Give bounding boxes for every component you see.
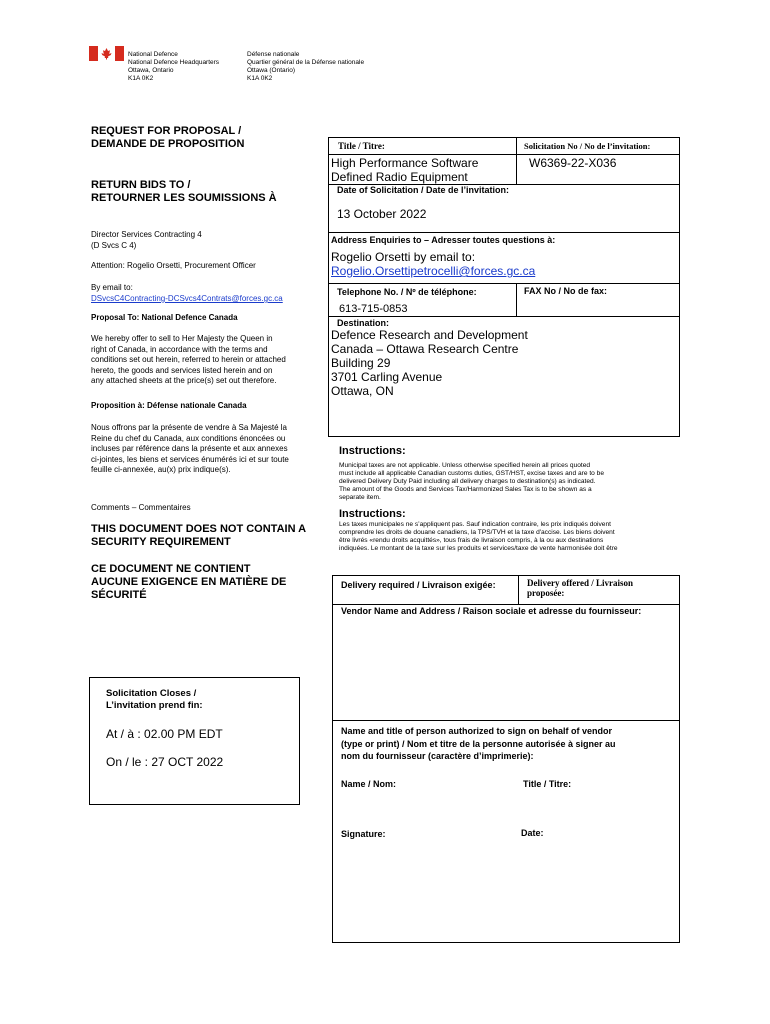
phone-label: Telephone No. / Nº de téléphone: bbox=[337, 287, 477, 297]
authorized-signer-label: Name and title of person authorized to sign on behalf of vendor (type or print) / Nom et titre de la personne autorisée à signer au nom du fournisseur (caractère d’imprimerie): bbox=[341, 726, 616, 761]
delivery-required-label: Delivery required / Livraison exigée: bbox=[341, 580, 496, 590]
canada-flag-icon bbox=[89, 46, 124, 61]
date-value: 13 October 2022 bbox=[337, 207, 427, 221]
destination-label: Destination: bbox=[337, 318, 390, 328]
name-field[interactable]: Name / Nom: bbox=[341, 779, 397, 789]
vendor-name-label[interactable]: Vendor Name and Address / Raison sociale et adresse du fournisseur: bbox=[341, 606, 642, 616]
solicitation-no-label: Solicitation No / No de l’invitation: bbox=[524, 141, 651, 151]
enquiries-email-link[interactable]: Rogelio.Orsettipetrocelli@forces.gc.ca bbox=[331, 264, 536, 278]
instructions-en-heading: Instructions: bbox=[339, 445, 406, 457]
proposal-to: Proposal To: National Defence Canada bbox=[91, 313, 238, 322]
proposition-text: Nous offrons par la présente de vendre à Sa Majesté la Reine du chef du Canada, aux conditions énoncées ou incluses par référence dans la présente et aux annexes ci-jointes, les biens et services énumérés ici et sur toute feuille ci-annexée, au(x) prix indique(s). bbox=[91, 423, 289, 474]
proposal-text: We hereby offer to sell to Her Majesty the Queen in right of Canada, in accordance with the terms and conditions set out herein, referred to herein or attached hereto, the goods and services listed herein and on any attached sheets at the price(s) set out therefore. bbox=[91, 334, 286, 385]
solicitation-closes-box bbox=[89, 677, 300, 805]
solicitation-form bbox=[328, 137, 680, 437]
title-value: High Performance Software Defined Radio Equipment bbox=[331, 156, 479, 184]
return-bids-heading: RETURN BIDS TO / RETOURNER LES SOUMISSIONS À bbox=[91, 179, 277, 204]
fax-label: FAX No / No de fax: bbox=[524, 286, 608, 296]
date-field[interactable]: Date: bbox=[521, 828, 544, 838]
security-en: THIS DOCUMENT DOES NOT CONTAIN A SECURITY REQUIREMENT bbox=[91, 523, 307, 548]
bid-email-link[interactable]: DSvcsC4Contracting-DCSvcs4Contrats@forces.gc.ca bbox=[91, 294, 283, 303]
solicitation-closes-label: Solicitation Closes / L’invitation prend fin: bbox=[106, 688, 203, 711]
phone-value: 613-715-0853 bbox=[339, 303, 408, 315]
date-label: Date of Solicitation / Date de l’invitation: bbox=[337, 185, 510, 195]
header-en: National Defence National Defence Headquarters Ottawa, Ontario K1A 0K2 bbox=[128, 51, 220, 82]
vendor-box bbox=[332, 575, 680, 943]
destination-address: Defence Research and Development Canada – Ottawa Research Centre Building 29 3701 Carling Avenue Ottawa, ON bbox=[331, 328, 528, 398]
title-label: Title / Titre: bbox=[338, 141, 385, 151]
delivery-offered-label: Delivery offered / Livraison proposée: bbox=[527, 578, 634, 598]
enquiries-name: Rogelio Orsetti by email to: bbox=[331, 250, 476, 264]
directorate: Director Services Contracting 4 (D Svcs C 4) bbox=[91, 230, 202, 250]
security-fr: CE DOCUMENT NE CONTIENT AUCUNE EXIGENCE EN MATIÈRE DE SÉCURITÉ bbox=[91, 563, 287, 601]
closing-date: On / le : 27 OCT 2022 bbox=[106, 755, 224, 769]
solicitation-no-value: W6369-22-X036 bbox=[529, 156, 617, 170]
comments-label: Comments – Commentaires bbox=[91, 503, 191, 512]
instructions-en-text: Municipal taxes are not applicable. Unless otherwise specified herein all prices quoted must include all applicable Canadian customs duties, GST/HST, excise taxes and are to be delivered Delivery Duty Paid including all delivery charges to destination(s) as indicated. The amount of the Goods and Services Tax/Harmonized Sales Tax is to be shown as a separate item. bbox=[339, 462, 604, 501]
rfp-title: REQUEST FOR PROPOSAL / DEMANDE DE PROPOSITION bbox=[91, 125, 245, 150]
header-fr: Défense nationale Quartier général de la Défense nationale Ottawa (Ontario) K1A 0K2 bbox=[247, 51, 365, 82]
closing-time: At / à : 02.00 PM EDT bbox=[106, 727, 223, 741]
by-email-label: By email to: bbox=[91, 283, 133, 292]
title-field[interactable]: Title / Titre: bbox=[523, 779, 572, 789]
instructions-fr-heading: Instructions: bbox=[339, 508, 406, 520]
signature-field[interactable]: Signature: bbox=[341, 829, 386, 839]
attention: Attention: Rogelio Orsetti, Procurement Officer bbox=[91, 261, 256, 270]
enquiries-label: Address Enquiries to – Adresser toutes questions à: bbox=[331, 235, 556, 245]
instructions-fr-text: Les taxes municipales ne s’appliquent pas. Sauf indication contraire, les prix indiqués doivent comprendre les droits de douane canadiens, la TPS/TVH et la taxe d'accise. Les biens doivent être livrés «rendu droits acquittés», tous frais de livraison compris, à la ou aux destinations indiquées. Le montant de la taxe sur les produits et services/taxe de vente harmonisée doit être bbox=[339, 521, 618, 552]
proposition-a: Proposition à: Défense nationale Canada bbox=[91, 401, 247, 410]
